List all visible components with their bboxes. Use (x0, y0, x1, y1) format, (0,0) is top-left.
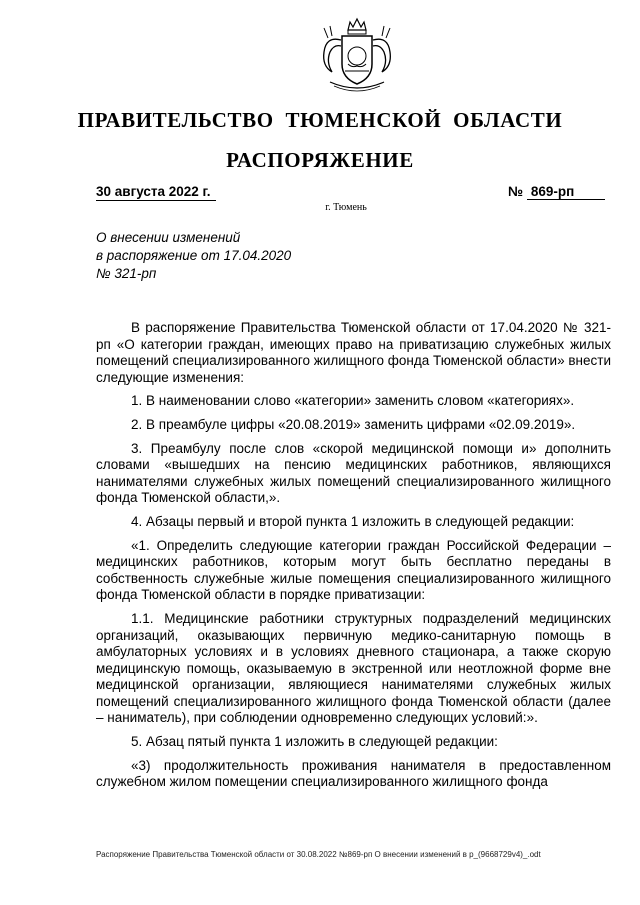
number-sign: № (508, 184, 524, 199)
page-footer: Распоряжение Правительства Тюменской области от 30.08.2022 №869-рп О внесении изменений в р_(9668729v4)_.odt (96, 850, 541, 859)
subject-line: О внесении изменений (96, 230, 241, 245)
body-paragraph: В распоряжение Правительства Тюменской области от 17.04.2020 № 321-рп «О категории граждан, имеющих право на приватизацию служебных жилых помещений специализированного жилищного фонда Тюменской области» внести следующие изменения: (96, 320, 611, 385)
government-title: ПРАВИТЕЛЬСТВО ТЮМЕНСКОЙ ОБЛАСТИ (77, 108, 563, 132)
body-paragraph: 4. Абзацы первый и второй пункта 1 изложить в следующей редакции: (131, 513, 575, 529)
document-body (96, 320, 611, 798)
body-paragraph: 1. В наименовании слово «категории» заменить словом «категориях». (131, 393, 575, 409)
body-paragraph: 2. В преамбуле цифры «20.08.2019» заменить цифрами «02.09.2019». (131, 416, 576, 432)
body-paragraph: 3. Преамбулу после слов «скорой медицинской помощи и» дополнить словами «вышедших на пенсию медицинских работников, являющихся нанимателями служебных жилых помещений специализированного жилищного фонда Тюменской области,». (96, 440, 611, 506)
number-value: 869-рп (527, 184, 605, 200)
document-date: 30 августа 2022 г. (96, 184, 216, 201)
document-type-heading: РАСПОРЯЖЕНИЕ (226, 148, 414, 172)
body-paragraph: «1. Определить следующие категории граждан Российской Федерации – медицинских работников, которым могут быть бесплатно переданы в собственность служебные жилые помещения специализированного жилищного фонда Тюменской области в порядке приватизации: (96, 537, 611, 603)
city-label: г. Тюмень (325, 202, 367, 213)
body-paragraph: 1.1. Медицинские работники структурных подразделений медицинских организаций, оказывающих первичную медико-санитарную помощь в амбулаторных условиях и в условиях дневного стационара, а также скорую медицинскую помощь, оказываемую в экстренной или неотложной форме вне медицинской организации, являющиеся нанимателями служебных жилых помещений специализированного жилищного фонда Тюменской области (далее – наниматель), при соблюдении одновременно следующих условий:». (96, 610, 611, 726)
document-number (508, 184, 605, 200)
tyumen-region-coat-of-arms-emblem (312, 16, 402, 98)
body-paragraph: 5. Абзац пятый пункта 1 изложить в следующей редакции: (131, 734, 498, 750)
body-paragraph: «3) продолжительность проживания нанимателя в предоставленном служебном жилом помещении специализированного жилищного фонда (96, 757, 611, 790)
subject-line: в распоряжение от 17.04.2020 (96, 248, 292, 263)
document-subject (96, 229, 291, 283)
subject-line: № 321-рп (96, 266, 157, 281)
